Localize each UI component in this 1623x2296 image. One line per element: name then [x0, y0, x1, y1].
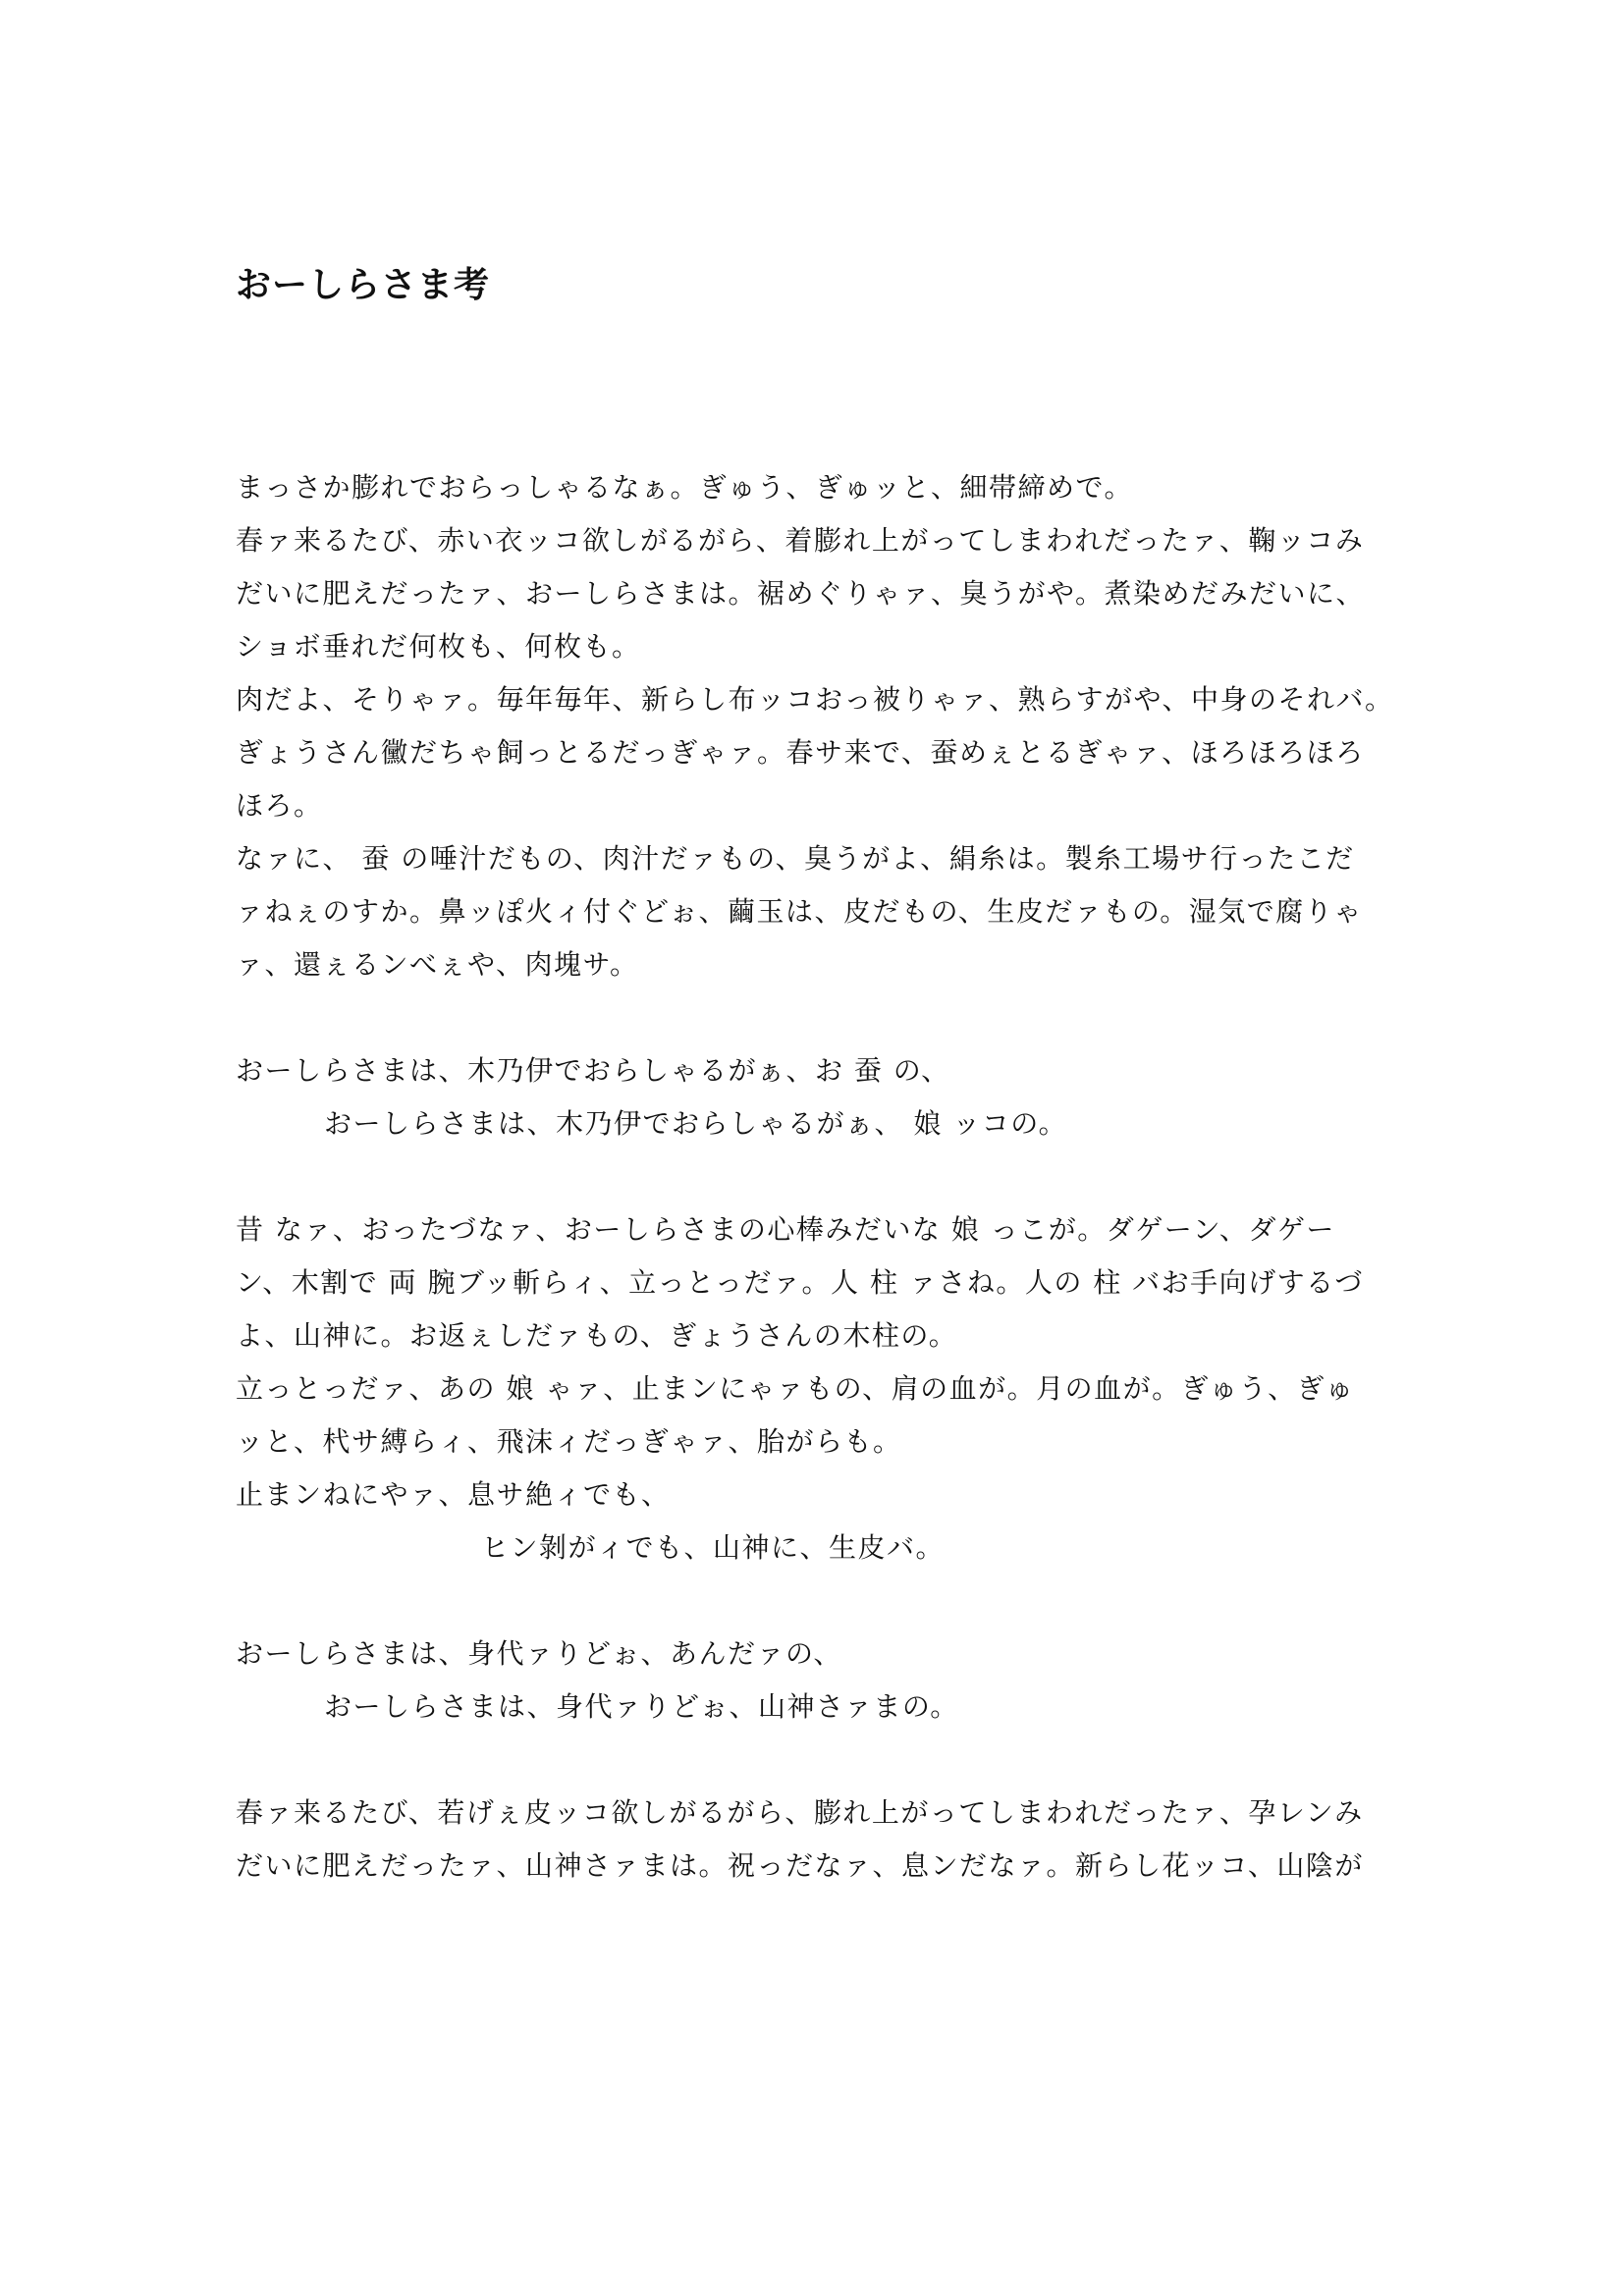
- text-line: ほろ。: [236, 789, 323, 822]
- text-line: 止まンねにやァ、息サ絶ィでも、: [236, 1478, 671, 1511]
- text-line: ぎょうさん黴だちゃ飼っとるだっぎゃァ。春サ来で、蚕めぇとるぎゃァ、ほろほろほろ: [236, 736, 1365, 769]
- refrain-line: おーしらさまは、身代ァりどぉ、山神さァまの。: [324, 1690, 959, 1723]
- page-title: おーしらさま考: [236, 265, 491, 305]
- text-line: 肉だよ、そりゃァ。毎年毎年、新らし布ッコおっ被りゃァ、熟らすがや、中身のそれバ。: [236, 683, 1394, 716]
- text-line: 立っとっだァ、あの 娘 ゃァ、止まンにゃァもの、肩の血が。月の血が。ぎゅう、ぎゅ: [236, 1372, 1355, 1405]
- text-line: だいに肥えだったァ、山神さァまは。祝っだなァ、息ンだなァ。新らし花ッコ、山陰が: [236, 1849, 1364, 1882]
- text-line: ショボ垂れだ何枚も、何枚も。: [236, 630, 641, 663]
- text-line: 春ァ来るたび、赤い衣ッコ欲しがるがら、着膨れ上がってしまわれだったァ、鞠ッコみ: [236, 524, 1365, 557]
- text-line: ヒン剝がィでも、山神に、生皮バ。: [481, 1531, 946, 1564]
- text-line: まっさか膨れでおらっしゃるなぁ。ぎゅう、ぎゅッと、細帯締めで。: [236, 471, 1133, 504]
- refrain-line: おーしらさまは、身代ァりどぉ、あんだァの、: [236, 1637, 842, 1670]
- text-line: ン、木割で 両 腕ブッ斬らィ、立っとっだァ。人 柱 ァさね。人の 柱 バお手向げするづ: [236, 1266, 1364, 1299]
- poem-body: [236, 461, 1394, 1893]
- text-line: 春ァ来るたび、若げぇ皮ッコ欲しがるがら、膨れ上がってしまわれだったァ、孕レンみ: [236, 1796, 1364, 1829]
- refrain-line: おーしらさまは、木乃伊でおらしゃるがぁ、 娘 ッコの。: [324, 1107, 1068, 1140]
- text-line: よ、山神に。お返ぇしだァもの、ぎょうさんの木柱の。: [236, 1319, 958, 1352]
- text-line: なァに、 蚕 の唾汁だもの、肉汁だァもの、臭うがよ、絹糸は。製糸工場サ行ったこだ: [236, 842, 1355, 875]
- text-line: 昔 なァ、おったづなァ、おーしらさまの心棒みだいな 娘 っこが。ダゲーン、ダゲー: [236, 1213, 1335, 1246]
- text-line: ァ、還ぇるンべぇや、肉塊サ。: [236, 948, 639, 981]
- refrain-line: おーしらさまは、木乃伊でおらしゃるがぁ、お 蚕 の、: [236, 1054, 950, 1087]
- text-line: だいに肥えだったァ、おーしらさまは。裾めぐりゃァ、臭うがや。煮染めだみだいに、: [236, 577, 1365, 610]
- text-line: ァねぇのすか。鼻ッぽ火ィ付ぐどぉ、繭玉は、皮だもの、生皮だァもの。湿気で腐りゃ: [236, 895, 1363, 928]
- text-line: ッと、杙サ縛らィ、飛沫ィだっぎゃァ、胎がらも。: [236, 1425, 902, 1458]
